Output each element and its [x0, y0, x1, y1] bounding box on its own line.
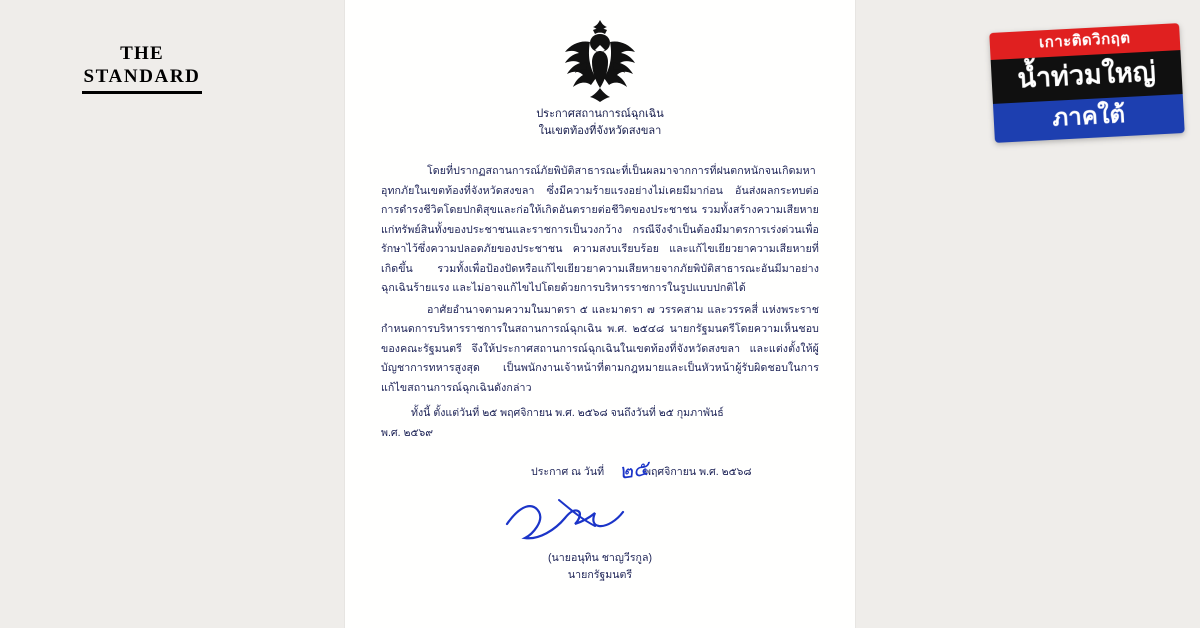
- badge-row-region: ภาคใต้: [993, 94, 1185, 143]
- document-title-line-1: ประกาศสถานการณ์ฉุกเฉิน: [536, 108, 664, 120]
- logo-line-1: THE: [120, 43, 164, 64]
- body-paragraph-1-text: โดยที่ปรากฏสถานการณ์ภัยพิบัติสาธารณะที่เป็นผลมาจากการที่ฝนตกหนักจนเกิดมหาอุทกภัยในเขตท้องที่จังหวัดสงขลา ซึ่งมีความร้ายแรงอย่างไม่เคยมีมาก่อน อันส่งผลกระทบต่อการดำรงชีวิตโดยปกติสุขและก่อให้เกิดอันตรายต่อชีวิตของประชาชน รวมทั้งสร้างความเสียหายแก่ทรัพย์สินทั้งของประชาชนและราชการเป็นวงกว้าง กรณีจึงจำเป็นต้องมีมาตรการเร่งด่วนเพื่อรักษาไว้ซึ่งความปลอดภัยของประชาชน ความสงบเรียบร้อย และแก้ไขเยียวยาความเสียหายที่เกิดขึ้น รวมทั้งเพื่อป้องปัดหรือแก้ไขเยียวยาความเสียหายจากภัยพิบัติสาธารณะอันมีมาอย่างฉุกเฉินร้ายแรง และไม่อาจแก้ไขไปโดยด้วยการบริหารราชการในรูปแบบปกติได้: [381, 165, 819, 294]
- signer-info: [381, 550, 819, 584]
- the-standard-logo: [82, 42, 202, 94]
- document-title-line-2: ในเขตท้องที่จังหวัดสงขลา: [538, 125, 662, 137]
- flood-coverage-badge: [989, 23, 1184, 143]
- body-paragraph-2-text: อาศัยอำนาจตามความในมาตรา ๕ และมาตรา ๗ วรรคสาม และวรรคสี่ แห่งพระราชกำหนดการบริหารราชการในสถานการณ์ฉุกเฉิน พ.ศ. ๒๕๔๘ นายกรัฐมนตรีโดยความเห็นชอบของคณะรัฐมนตรี จึงให้ประกาศสถานการณ์ฉุกเฉินในเขตท้องที่จังหวัดสงขลา และแต่งตั้งให้ผู้บัญชาการทหารสูงสุด เป็นพนักงานเจ้าหน้าที่ตามกฎหมายและเป็นหัวหน้าผู้รับผิดชอบในการแก้ไขสถานการณ์ฉุกเฉินดังกล่าว: [381, 303, 819, 394]
- body-paragraph-1: [381, 162, 819, 299]
- signer-name: (นายอนุทิน ชาญวีรกูล): [548, 552, 652, 564]
- signer-title: นายกรัฐมนตรี: [567, 569, 633, 581]
- logo-line-2: STANDARD: [83, 66, 201, 87]
- proclamation-date-suffix: พฤศจิกายน พ.ศ. ๒๕๖๘: [644, 466, 752, 478]
- proclamation-prefix: ประกาศ ณ วันที่: [531, 466, 605, 478]
- logo-underline: [82, 91, 202, 94]
- document-body: [381, 162, 819, 398]
- signature-block: [381, 494, 819, 550]
- effective-period: [381, 404, 819, 443]
- document-title: [381, 106, 819, 140]
- body-paragraph-2: [381, 301, 819, 399]
- badge-row-kicker: เกาะติดวิกฤต: [989, 23, 1180, 60]
- handwritten-date: ๒๕: [617, 456, 651, 484]
- badge-row-headline: น้ำท่วมใหญ่: [991, 50, 1183, 104]
- garuda-emblem-icon: [381, 18, 819, 104]
- effective-period-line-1: ทั้งนี้ ตั้งแต่วันที่ ๒๕ พฤศจิกายน พ.ศ. ๒๕๖๘ จนถึงวันที่ ๒๕ กุมภาพันธ์: [411, 407, 724, 419]
- signature-icon: [499, 494, 649, 550]
- effective-period-line-2: พ.ศ. ๒๕๖๙: [381, 426, 434, 439]
- proclamation-date-line: [381, 456, 819, 484]
- official-announcement-document: [345, 0, 855, 628]
